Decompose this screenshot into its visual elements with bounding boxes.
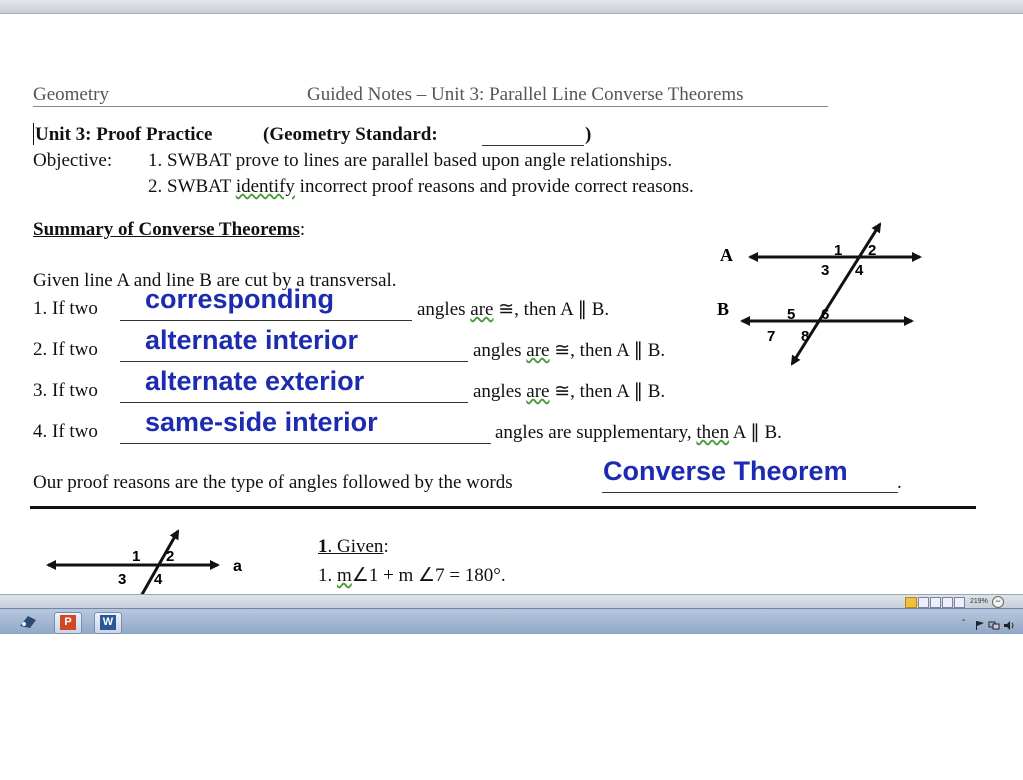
proof-reason-period: . xyxy=(897,472,902,493)
objective-item-1: 1. SWBAT prove to lines are parallel based upon angle relationships. xyxy=(148,150,673,171)
window-top-edge xyxy=(0,0,1023,14)
theorem-1-prefix: 1. If two xyxy=(33,298,98,319)
standard-blank xyxy=(482,145,584,146)
line-b-label: B xyxy=(717,299,730,319)
parallel-lines-diagram xyxy=(717,219,940,379)
theorem-4-answer: same-side interior xyxy=(145,407,378,437)
proof-statement-1: 1. m∠1 + m ∠7 = 180°. xyxy=(318,565,506,586)
theorem-1-blank xyxy=(120,320,412,321)
theorem-4-blank xyxy=(120,443,491,444)
proof-reason-blank xyxy=(602,492,898,493)
angle-7-label: 7 xyxy=(767,328,776,345)
angle-3-label: 3 xyxy=(821,262,830,279)
standard-label: (Geometry Standard: xyxy=(263,124,438,145)
header-rule xyxy=(33,106,828,107)
powerpoint-icon: P xyxy=(60,615,76,630)
text-cursor xyxy=(33,123,34,145)
theorem-2-prefix: 2. If two xyxy=(33,339,98,360)
theorem-2-answer: alternate interior xyxy=(145,325,359,355)
small-angle-3-label: 3 xyxy=(118,571,127,588)
print-layout-view-icon[interactable] xyxy=(905,597,917,608)
standard-close: ) xyxy=(585,124,592,145)
small-angle-1-label: 1 xyxy=(132,548,141,565)
objective-item-2: 2. SWBAT identify incorrect proof reasons and provide correct reasons. xyxy=(148,176,694,197)
theorem-3-tail: angles are ≅, then A ∥ B. xyxy=(473,381,666,402)
theorem-2-tail: angles are ≅, then A ∥ B. xyxy=(473,340,666,361)
proof-reason-text: Our proof reasons are the type of angles followed by the words xyxy=(33,472,513,493)
zoom-out-icon[interactable]: − xyxy=(992,596,1004,608)
taskbar xyxy=(0,608,1023,635)
taskbar-word-button[interactable] xyxy=(94,612,122,634)
theorem-1-answer: corresponding xyxy=(145,284,335,314)
section-divider xyxy=(30,506,976,509)
outline-view-icon[interactable] xyxy=(942,597,953,608)
status-bar xyxy=(0,594,1023,609)
start-icon[interactable] xyxy=(18,614,38,630)
tray-show-hidden[interactable]: - xyxy=(962,615,966,626)
summary-heading: Summary of Converse Theorems: xyxy=(33,219,306,240)
small-angle-diagram xyxy=(40,526,255,596)
empty-area xyxy=(0,634,1023,780)
objective-label: Objective: xyxy=(33,150,113,171)
theorem-4-tail: angles are supplementary, then A ∥ B. xyxy=(495,422,782,443)
full-screen-view-icon[interactable] xyxy=(918,597,929,608)
word-icon: W xyxy=(100,615,116,630)
theorem-3-blank xyxy=(120,402,468,403)
web-layout-view-icon[interactable] xyxy=(930,597,941,608)
angle-2-label: 2 xyxy=(868,242,877,259)
header-title: Guided Notes – Unit 3: Parallel Line Converse Theorems xyxy=(307,84,744,105)
proof-step-heading: 1. Given: xyxy=(318,536,389,557)
small-angle-2-label: 2 xyxy=(166,548,175,565)
network-icon[interactable] xyxy=(989,617,999,626)
theorem-2-blank xyxy=(120,361,468,362)
document-page xyxy=(0,14,1023,594)
angle-8-label: 8 xyxy=(801,328,810,345)
theorem-3-prefix: 3. If two xyxy=(33,380,98,401)
line-a-label: A xyxy=(720,245,733,265)
theorem-4-prefix: 4. If two xyxy=(33,421,98,442)
angle-5-label: 5 xyxy=(787,306,796,323)
angle-6-label: 6 xyxy=(821,306,830,323)
given-text: Given line A and line B are cut by a transversal. xyxy=(33,270,397,291)
small-line-label: a xyxy=(233,558,242,575)
angle-1-label: 1 xyxy=(834,242,843,259)
flag-icon[interactable] xyxy=(976,617,984,626)
zoom-level[interactable]: 219% xyxy=(970,598,988,605)
draft-view-icon[interactable] xyxy=(954,597,965,608)
taskbar-powerpoint-button[interactable] xyxy=(54,612,82,634)
angle-4-label: 4 xyxy=(855,262,864,279)
theorem-1-tail: angles are ≅, then A ∥ B. xyxy=(417,299,610,320)
volume-icon[interactable] xyxy=(1004,617,1014,626)
proof-reason-answer: Converse Theorem xyxy=(603,456,848,486)
unit-title: Unit 3: Proof Practice xyxy=(35,124,213,145)
small-angle-4-label: 4 xyxy=(154,571,163,588)
theorem-3-answer: alternate exterior xyxy=(145,366,365,396)
header-course: Geometry xyxy=(33,84,109,105)
